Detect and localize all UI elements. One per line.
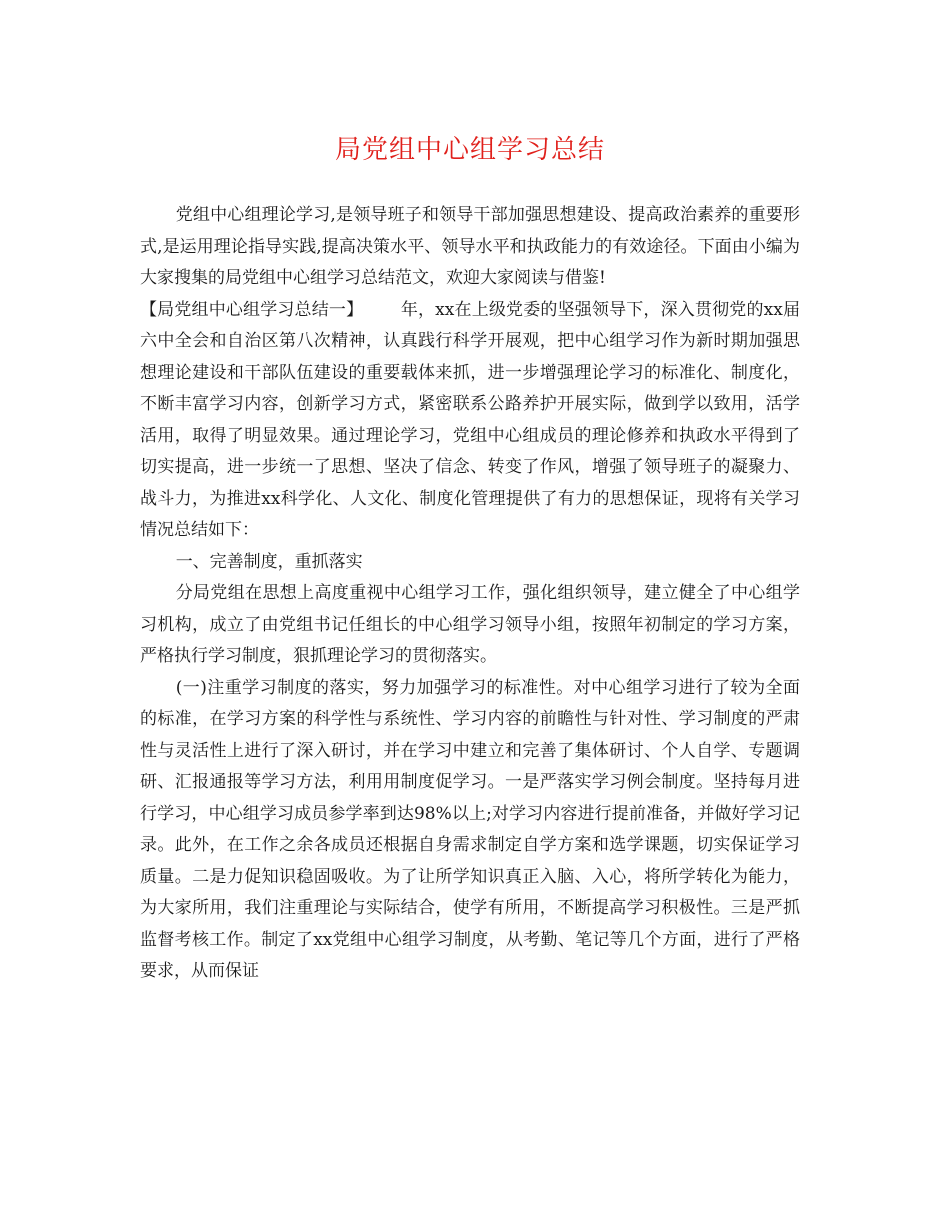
section-text: 年，xx在上级党委的坚强领导下，深入贯彻党的xx届六中全会和自治区第八次精神，认真践行科学开展观，把中心组学习作为新时期加强思想理论建设和干部队伍建设的重要载体来抓，进一步增强理论学习的标准化、制度化，不断丰富学习内容，创新学习方式，紧密联系公路养护开展实际，做到学以致用，活学活用，取得了明显效果。通过理论学习，党组中心组成员的理论修养和执政水平得到了切实提高，进一步统一了思想、坚决了信念、转变了作风，增强了领导班子的凝聚力、战斗力，为推进xx科学化、人文化、制度化管理提供了有力的思想保证，现将有关学习情况总结如下： xyxy=(140,299,800,540)
intro-paragraph: 党组中心组理论学习,是领导班子和领导干部加强思想建设、提高政治素养的重要形式,是运用理论指导实践,提高决策水平、领导水平和执政能力的有效途径。下面由小编为大家搜集的局党组中心组学习总结范文，欢迎大家阅读与借鉴! xyxy=(140,205,800,288)
paragraph-two: (一)注重学习制度的落实，努力加强学习的标准性。对中心组学习进行了较为全面的标准，在学习方案的科学性与系统性、学习内容的前瞻性与针对性、学习制度的严肃性与灵活性上进行了深入研讨，并在学习中建立和完善了集体研讨、个人自学、专题调研、汇报通报等学习方法，利用用制度促学习。一是严落实学习例会制度。坚持每月进行学习，中心组学习成员参学率到达98%以上;对学习内容进行提前准备，并做好学习记录。此外，在工作之余各成员还根据自身需求制定自学方案和选学课题，切实保证学习质量。二是力促知识稳固吸收。为了让所学知识真正入脑、入心，将所学转化为能力，为大家所用，我们注重理论与实际结合，使学有所用，不断提高学习积极性。三是严抓监督考核工作。制定了xx党组中心组学习制度，从考勤、笔记等几个方面，进行了严格要求，从而保证 xyxy=(140,677,800,981)
document-body xyxy=(140,200,800,988)
paragraph-one: 分局党组在思想上高度重视中心组学习工作，强化组织领导，建立健全了中心组学习机构，成立了由党组书记任组长的中心组学习领导小组，按照年初制定的学习方案，严格执行学习制度，狠抓理论学习的贯彻落实。 xyxy=(140,583,800,666)
section-heading: 【局党组中心组学习总结一】 xyxy=(140,299,364,320)
document-title: 局党组中心组学习总结 xyxy=(334,135,605,165)
section-paragraph xyxy=(140,295,800,547)
heading-one: 一、完善制度，重抓落实 xyxy=(175,551,363,572)
